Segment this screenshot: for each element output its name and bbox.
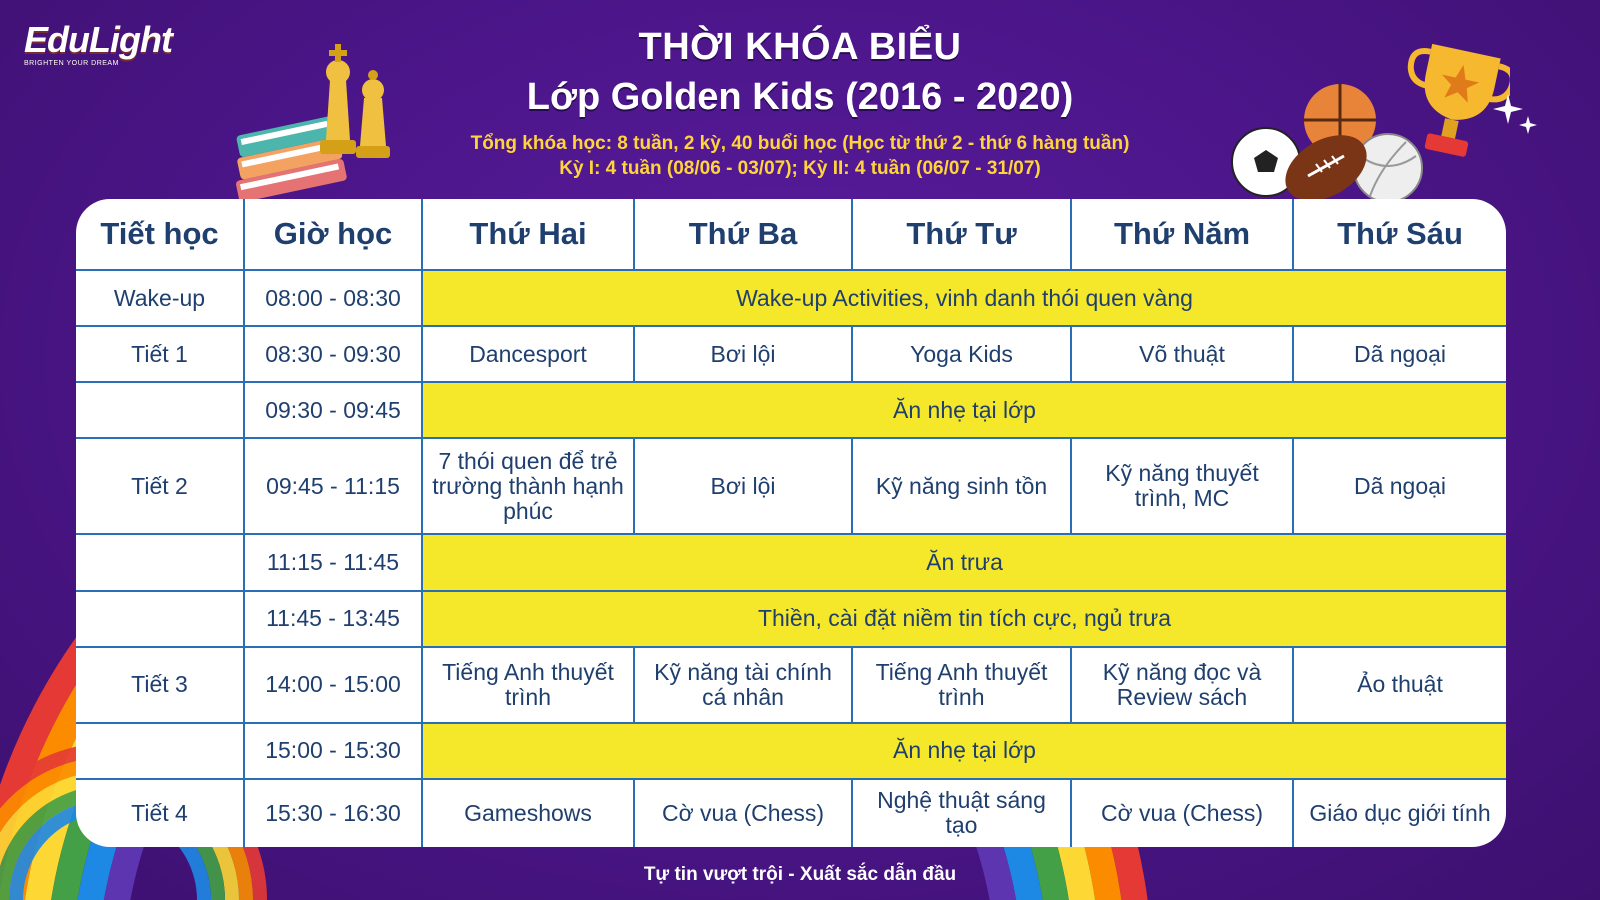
sparkle-icon [1490,90,1540,140]
course-summary: Tổng khóa học: 8 tuần, 2 kỳ, 40 buổi học (Học từ thứ 2 - thứ 6 hàng tuần) [470,133,1130,154]
activity-cell: Yoga Kids [852,326,1071,382]
activity-merged-cell: Ăn trưa [422,534,1506,590]
period-cell [76,382,244,438]
time-cell: 11:15 - 11:45 [244,534,422,590]
table-row [76,438,1506,534]
activity-cell: Kỹ năng thuyết trình, MC [1071,438,1293,534]
period-cell [76,534,244,590]
table-row [76,591,1506,647]
period-cell [76,723,244,779]
activity-cell: Kỹ năng sinh tồn [852,438,1071,534]
activity-cell: Ảo thuật [1293,647,1506,723]
activity-cell: Nghệ thuật sáng tạo [852,779,1071,847]
activity-cell: Cờ vua (Chess) [634,779,852,847]
page-subtitle-class: Lớp Golden Kids (2016 - 2020) [526,76,1074,118]
header-tuesday: Thứ Ba [634,199,852,270]
period-cell: Tiết 4 [76,779,244,847]
period-cell: Tiết 1 [76,326,244,382]
logo-text: EduLight [24,19,172,60]
table-row [76,779,1506,847]
activity-cell: Tiếng Anh thuyết trình [422,647,634,723]
time-cell: 09:30 - 09:45 [244,382,422,438]
activity-cell: Võ thuật [1071,326,1293,382]
time-cell: 09:45 - 11:15 [244,438,422,534]
period-cell: Tiết 3 [76,647,244,723]
schedule-grid [76,199,1506,847]
activity-cell: Dancesport [422,326,634,382]
table-row [76,326,1506,382]
time-cell: 15:30 - 16:30 [244,779,422,847]
time-cell: 14:00 - 15:00 [244,647,422,723]
activity-cell: 7 thói quen để trẻ trường thành hạnh phúc [422,438,634,534]
period-cell [76,591,244,647]
term-dates: Kỳ I: 4 tuần (08/06 - 03/07); Kỳ II: 4 tuần (06/07 - 31/07) [559,158,1041,179]
activity-merged-cell: Ăn nhẹ tại lớp [422,723,1506,779]
activity-cell: Cờ vua (Chess) [1071,779,1293,847]
schedule-table [76,199,1506,847]
header-time: Giờ học [244,199,422,270]
activity-cell: Kỹ năng đọc và Review sách [1071,647,1293,723]
activity-merged-cell: Ăn nhẹ tại lớp [422,382,1506,438]
table-row [76,723,1506,779]
slogan: Tự tin vượt trội - Xuất sắc dẫn đầu [643,864,957,885]
table-row [76,382,1506,438]
table-row [76,647,1506,723]
time-cell: 08:30 - 09:30 [244,326,422,382]
activity-cell: Gameshows [422,779,634,847]
header-friday: Thứ Sáu [1293,199,1506,270]
header-monday: Thứ Hai [422,199,634,270]
period-cell: Wake-up [76,270,244,326]
activity-cell: Tiếng Anh thuyết trình [852,647,1071,723]
logo-tagline: BRIGHTEN YOUR DREAM [24,60,119,67]
table-row [76,534,1506,590]
activity-cell: Dã ngoại [1293,438,1506,534]
table-row [76,270,1506,326]
period-cell: Tiết 2 [76,438,244,534]
activity-cell: Bơi lội [634,326,852,382]
time-cell: 15:00 - 15:30 [244,723,422,779]
time-cell: 08:00 - 08:30 [244,270,422,326]
header-thursday: Thứ Năm [1071,199,1293,270]
activity-merged-cell: Wake-up Activities, vinh danh thói quen vàng [422,270,1506,326]
activity-cell: Giáo dục giới tính [1293,779,1506,847]
page-title: THỜI KHÓA BIỂU [638,26,962,68]
activity-cell: Bơi lội [634,438,852,534]
header-wednesday: Thứ Tư [852,199,1071,270]
table-header-row [76,199,1506,270]
activity-cell: Dã ngoại [1293,326,1506,382]
activity-merged-cell: Thiền, cài đặt niềm tin tích cực, ngủ trưa [422,591,1506,647]
time-cell: 11:45 - 13:45 [244,591,422,647]
header-period: Tiết học [76,199,244,270]
activity-cell: Kỹ năng tài chính cá nhân [634,647,852,723]
